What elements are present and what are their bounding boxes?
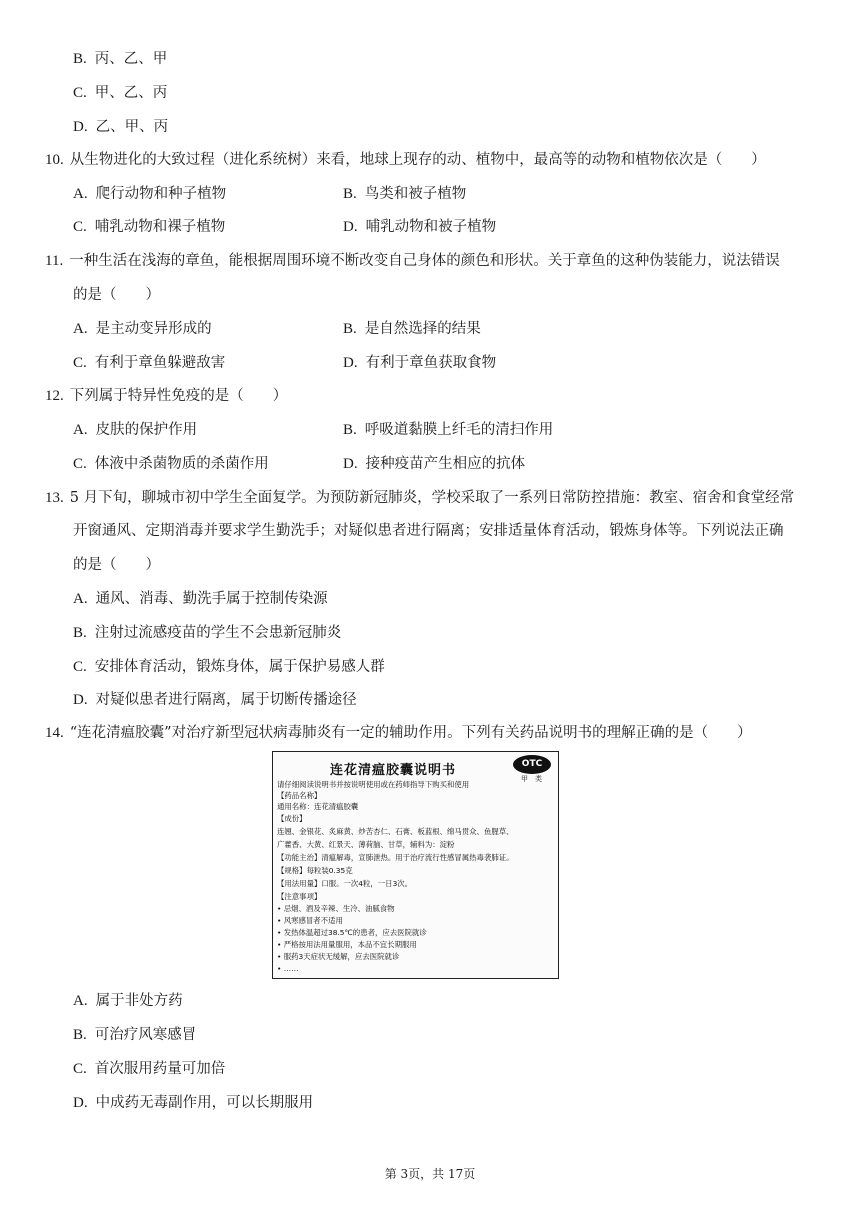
- q13-option-c: C. 安排体育活动，锻炼身体，属于保护易感人群: [73, 659, 385, 675]
- leaflet-line: 广藿香、大黄、红景天、薄荷脑、甘草，辅料为：淀粉: [277, 840, 455, 849]
- drug-leaflet-image: [272, 751, 559, 979]
- q13-option-a: A. 通风、消毒、勤洗手属于控制传染源: [73, 591, 328, 607]
- leaflet-line: • 风寒感冒者不适用: [277, 916, 343, 925]
- q14-option-c: C. 首次服用药量可加倍: [73, 1061, 226, 1077]
- prev-option-d: D. 乙、甲、丙: [73, 119, 169, 135]
- question-12-stem: 12. 下列属于特异性免疫的是（ ）: [45, 388, 288, 404]
- leaflet-line: • 忌烟、酒及辛辣、生冷、油腻食物: [277, 904, 395, 913]
- q14-option-d: D. 中成药无毒副作用，可以长期服用: [73, 1095, 314, 1111]
- question-11-stem-cont: 的是（ ）: [73, 287, 160, 303]
- q13-option-d: D. 对疑似患者进行隔离，属于切断传播途径: [73, 692, 357, 708]
- q11-option-c: C. 有利于章鱼躲避敌害: [73, 355, 226, 371]
- leaflet-line: 【注意事项】: [277, 892, 322, 901]
- q12-option-a: A. 皮肤的保护作用: [73, 422, 198, 438]
- leaflet-line: • 发热体温超过38.5℃的患者，应去医院就诊: [277, 928, 427, 937]
- q11-option-d: D. 有利于章鱼获取食物: [343, 355, 497, 371]
- q12-option-b: B. 呼吸道黏膜上纤毛的清扫作用: [343, 422, 554, 438]
- leaflet-line: • 服药3天症状无缓解，应去医院就诊: [277, 952, 400, 961]
- leaflet-line: 【用法用量】口服。一次4粒，一日3次。: [277, 879, 413, 888]
- leaflet-line: 请仔细阅读说明书并按说明使用或在药师指导下购买和使用: [277, 780, 470, 789]
- q13-option-b: B. 注射过流感疫苗的学生不会患新冠肺炎: [73, 625, 342, 641]
- prev-option-c: C. 甲、乙、丙: [73, 85, 168, 101]
- q12-option-c: C. 体液中杀菌物质的杀菌作用: [73, 456, 269, 472]
- leaflet-line: 【成份】: [277, 814, 307, 823]
- q10-option-d: D. 哺乳动物和被子植物: [343, 219, 497, 235]
- leaflet-line: 连翘、金银花、炙麻黄、炒苦杏仁、石膏、板蓝根、绵马贯众、鱼腥草、: [277, 827, 514, 836]
- q14-option-a: A. 属于非处方药: [73, 993, 183, 1009]
- prev-option-b: B. 丙、乙、甲: [73, 51, 168, 67]
- q11-option-a: A. 是主动变异形成的: [73, 321, 212, 337]
- leaflet-title: 连花清瘟胶囊说明书: [329, 763, 456, 778]
- leaflet-line: • ……: [277, 964, 299, 973]
- leaflet-line: 【功能主治】清瘟解毒，宣肺泄热。用于治疗流行性感冒属热毒袭肺证。: [277, 853, 514, 862]
- question-13-stem-cont-2: 的是（ ）: [73, 557, 160, 573]
- q10-option-b: B. 鸟类和被子植物: [343, 186, 467, 202]
- leaflet-line: 【规格】每粒装0.35克: [277, 866, 353, 875]
- q10-option-a: A. 爬行动物和种子植物: [73, 186, 227, 202]
- question-10-stem: 10. 从生物进化的大致过程（进化系统树）来看，地球上现存的动、植物中，最高等的动物和植物依次是（ ）: [45, 152, 766, 168]
- leaflet-line: 【药品名称】: [277, 791, 322, 800]
- q12-option-d: D. 接种疫苗产生相应的抗体: [343, 456, 526, 472]
- otc-badge-sub: 甲 类: [521, 775, 542, 783]
- q11-option-b: B. 是自然选择的结果: [343, 321, 481, 337]
- leaflet-line: • 严格按用法用量服用，本品不宜长期服用: [277, 940, 417, 949]
- q10-option-c: C. 哺乳动物和裸子植物: [73, 219, 226, 235]
- otc-badge: OTC: [513, 755, 551, 774]
- q14-option-b: B. 可治疗风寒感冒: [73, 1027, 197, 1043]
- question-14-stem: 14. “连花清瘟胶囊”对治疗新型冠状病毒肺炎有一定的辅助作用。下列有关药品说明书的理解正确的是（ ）: [45, 725, 752, 741]
- page-footer: 第 3页，共 17页: [384, 1167, 476, 1181]
- leaflet-line: 通用名称：连花清瘟胶囊: [277, 802, 359, 811]
- question-13-stem: 13. 5 月下旬，聊城市初中学生全面复学。为预防新冠肺炎，学校采取了一系列日常防控措施：教室、宿舍和食堂经常: [45, 490, 795, 506]
- question-11-stem: 11. 一种生活在浅海的章鱼，能根据周围环境不断改变自己身体的颜色和形状。关于章鱼的这种伪装能力，说法错误: [45, 253, 780, 269]
- question-13-stem-cont-1: 开窗通风、定期消毒并要求学生勤洗手；对疑似患者进行隔离；安排适量体育活动，锻炼身体等。下列说法正确: [73, 523, 784, 539]
